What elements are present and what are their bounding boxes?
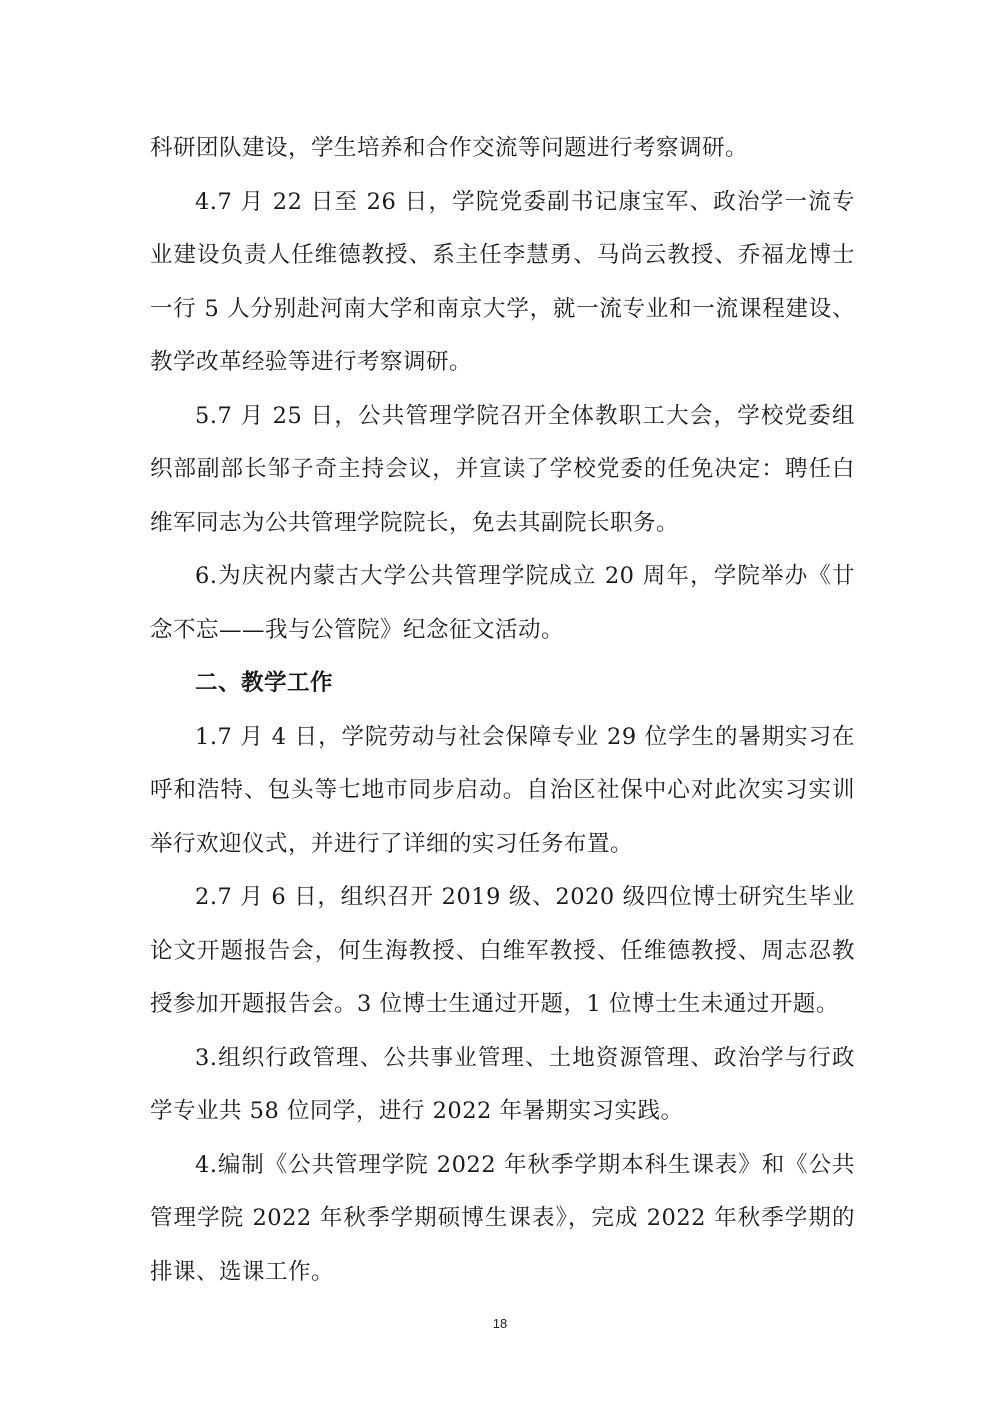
section-heading-teaching: 二、教学工作 [195, 670, 334, 696]
paragraph-teaching-2-phd-proposal: 2.7 月 6 日，组织召开 2019 级、2020 级四位博士研究生毕业论文开题报告会，何生海教授、白维军教授、任维德教授、周志忍教授参加开题报告会。3 位博士生通过开题，1 位博士生未通过开题。 [150, 884, 855, 1017]
page-number: 18 [492, 1316, 508, 1331]
paragraph-item-4-site-visit: 4.7 月 22 日至 26 日，学院党委副书记康宝军、政治学一流专业建设负责人任维德教授、系主任李慧勇、马尚云教授、乔福龙博士一行 5 人分别赴河南大学和南京大学，就一流专业和一流课程建设、教学改革经验等进行考察调研。 [150, 188, 855, 375]
paragraph-research-continuation: 科研团队建设，学生培养和合作交流等问题进行考察调研。 [150, 135, 749, 161]
document-body [150, 122, 855, 1299]
paragraph-item-5-staff-meeting: 5.7 月 25 日，公共管理学院召开全体教职工大会，学校党委组织部副部长邹子奇主持会议，并宣读了学校党委的任免决定：聘任白维军同志为公共管理学院院长，免去其副院长职务。 [150, 402, 855, 536]
paragraph-teaching-4-timetable: 4.编制《公共管理学院 2022 年秋季学期本科生课表》和《公共管理学院 2022 年秋季学期硕博生课表》，完成 2022 年秋季学期的排课、选课工作。 [150, 1151, 855, 1285]
paragraph-teaching-3-summer-practice: 3.组织行政管理、公共事业管理、土地资源管理、政治学与行政学专业共 58 位同学，进行 2022 年暑期实习实践。 [150, 1044, 855, 1124]
paragraph-item-6-anniversary: 6.为庆祝内蒙古大学公共管理学院成立 20 周年，学院举办《廿念不忘——我与公管院》纪念征文活动。 [150, 563, 855, 643]
paragraph-teaching-1-internship: 1.7 月 4 日，学院劳动与社会保障专业 29 位学生的暑期实习在呼和浩特、包头等七地市同步启动。自治区社保中心对此次实习实训举行欢迎仪式，并进行了详细的实习任务布置。 [150, 723, 855, 857]
